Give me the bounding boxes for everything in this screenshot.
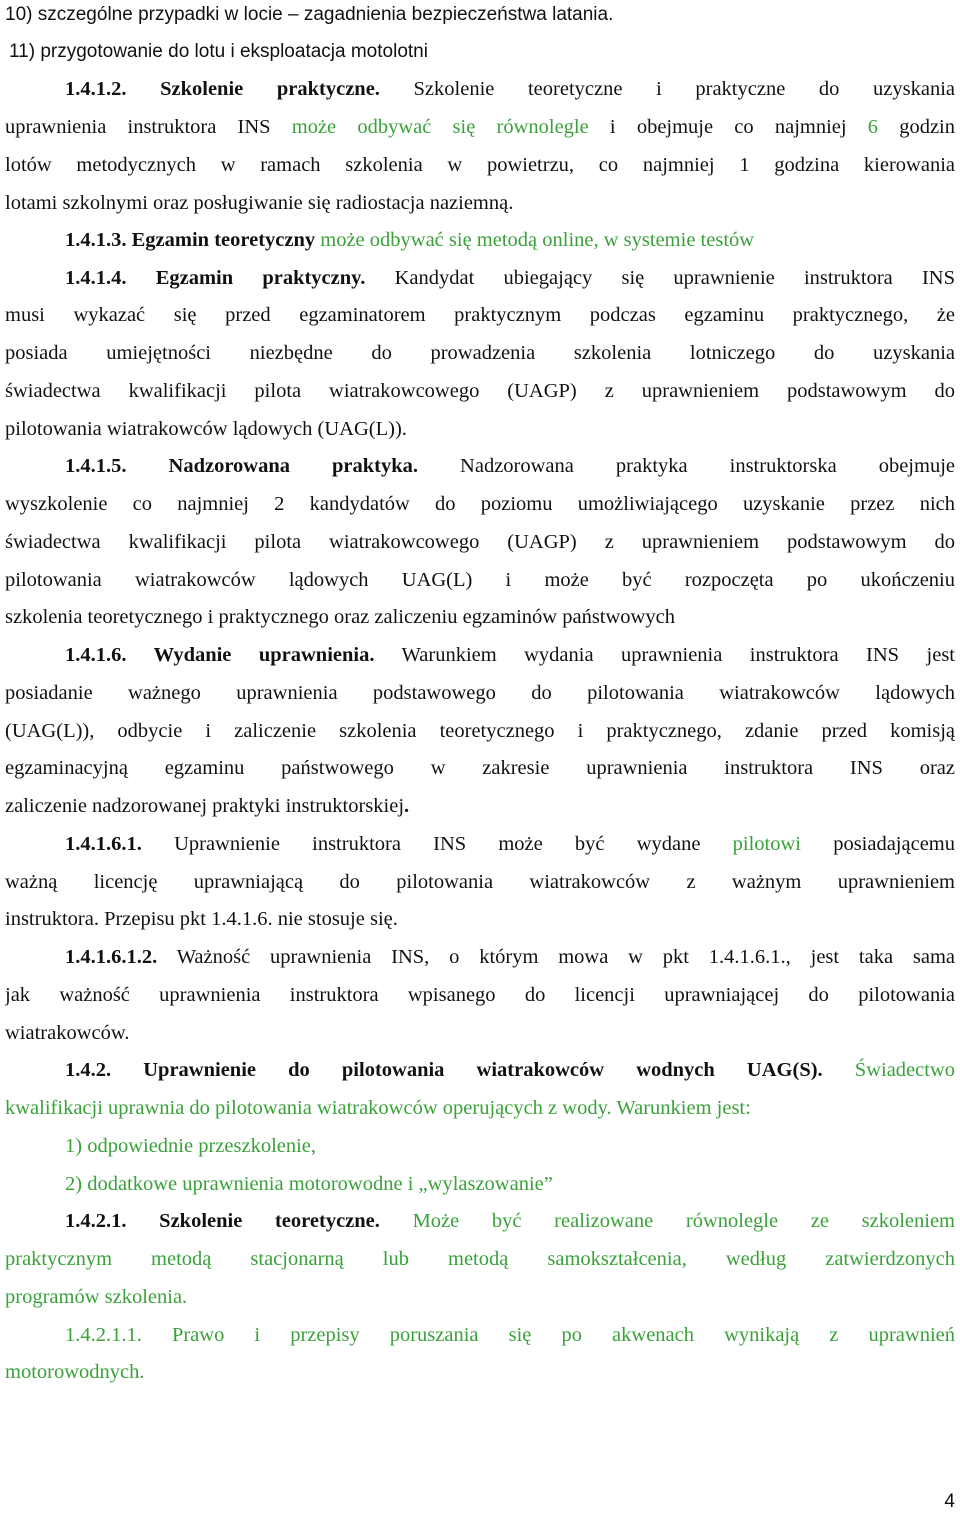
paragraph-line: uprawnienia instruktora INS może odbywać się równolegle i obejmuje co najmniej 6 godzin xyxy=(5,116,955,138)
paragraph-line: posiada umiejętności niezbędne do prowadzenia szkolenia lotniczego do uzyskania xyxy=(5,342,955,364)
list-item: 10) szczególne przypadki w locie – zagadnienia bezpieczeństwa latania. xyxy=(5,4,614,25)
list-item: 11) przygotowanie do lotu i eksploatacja motolotni xyxy=(9,41,428,62)
paragraph-line: świadectwa kwalifikacji pilota wiatrakowcowego (UAGP) z uprawnieniem podstawowym do xyxy=(5,380,955,402)
paragraph-line: świadectwa kwalifikacji pilota wiatrakowcowego (UAGP) z uprawnieniem podstawowym do xyxy=(5,531,955,553)
paragraph-line: lotów metodycznych w ramach szkolenia w powietrzu, co najmniej 1 godzina kierowania xyxy=(5,154,955,176)
section-heading: 1.4.2.1. Szkolenie teoretyczne. Może być realizowane równolegle ze szkoleniem xyxy=(65,1210,955,1232)
section-heading: 1.4.2. Uprawnienie do pilotowania wiatrakowców wodnych UAG(S). Świadectwo xyxy=(65,1059,955,1081)
paragraph-line: instruktora. Przepisu pkt 1.4.1.6. nie stosuje się. xyxy=(5,908,398,930)
paragraph-line: szkolenia teoretycznego i praktycznego oraz zaliczeniu egzaminów państwowych xyxy=(5,606,675,628)
paragraph-line: pilotowania wiatrakowców lądowych (UAG(L)). xyxy=(5,418,407,440)
paragraph-line: kwalifikacji uprawnia do pilotowania wiatrakowców operujących z wody. Warunkiem jest: xyxy=(5,1097,751,1119)
page-number: 4 xyxy=(944,1491,955,1512)
section-heading: 1.4.1.5. Nadzorowana praktyka. Nadzorowana praktyka instruktorska obejmuje xyxy=(65,455,955,477)
section-heading: 1.4.1.6.1.2. Ważność uprawnienia INS, o którym mowa w pkt 1.4.1.6.1., jest taka sama xyxy=(65,946,955,968)
list-item: 1) odpowiednie przeszkolenie, xyxy=(65,1135,317,1157)
list-item: 2) dodatkowe uprawnienia motorowodne i „wylaszowanie” xyxy=(65,1173,553,1195)
section-heading: 1.4.2.1.1. Prawo i przepisy poruszania się po akwenach wynikają z uprawnień xyxy=(65,1324,955,1346)
paragraph-line: jak ważność uprawnienia instruktora wpisanego do licencji uprawniającej do pilotowania xyxy=(5,984,955,1006)
paragraph-line: posiadanie ważnego uprawnienia podstawowego do pilotowania wiatrakowców lądowych xyxy=(5,682,955,704)
paragraph-line: zaliczenie nadzorowanej praktyki instruktorskiej. xyxy=(5,795,410,817)
paragraph-line: wyszkolenie co najmniej 2 kandydatów do poziomu umożliwiającego uzyskanie przez nich xyxy=(5,493,955,515)
paragraph-line: wiatrakowców. xyxy=(5,1022,130,1044)
section-heading: 1.4.1.2. Szkolenie praktyczne. Szkolenie teoretyczne i praktyczne do uzyskania xyxy=(65,78,955,100)
section-heading: 1.4.1.6. Wydanie uprawnienia. Warunkiem wydania uprawnienia instruktora INS jest xyxy=(65,644,955,666)
section-heading: 1.4.1.4. Egzamin praktyczny. Kandydat ubiegający się uprawnienie instruktora INS xyxy=(65,267,955,289)
paragraph-line: praktycznym metodą stacjonarną lub metodą samokształcenia, według zatwierdzonych xyxy=(5,1248,955,1270)
section-heading: 1.4.1.6.1. Uprawnienie instruktora INS może być wydane pilotowi posiadającemu xyxy=(65,833,955,855)
section-heading: 1.4.1.3. Egzamin teoretyczny może odbywać się metodą online, w systemie testów xyxy=(65,229,755,251)
paragraph-line: pilotowania wiatrakowców lądowych UAG(L) i może być rozpoczęta po ukończeniu xyxy=(5,569,955,591)
paragraph-line: ważną licencję uprawniającą do pilotowania wiatrakowców z ważnym uprawnieniem xyxy=(5,871,955,893)
paragraph-line: musi wykazać się przed egzaminatorem praktycznym podczas egzaminu praktycznego, że xyxy=(5,304,955,326)
paragraph-line: (UAG(L)), odbycie i zaliczenie szkolenia teoretycznego i praktycznego, zdanie przed komisją xyxy=(5,720,955,742)
paragraph-line: programów szkolenia. xyxy=(5,1286,188,1308)
paragraph-line: lotami szkolnymi oraz posługiwanie się radiostacja naziemną. xyxy=(5,192,514,214)
paragraph-line: egzaminacyjną egzaminu państwowego w zakresie uprawnienia instruktora INS oraz xyxy=(5,757,955,779)
paragraph-line: motorowodnych. xyxy=(5,1361,145,1383)
